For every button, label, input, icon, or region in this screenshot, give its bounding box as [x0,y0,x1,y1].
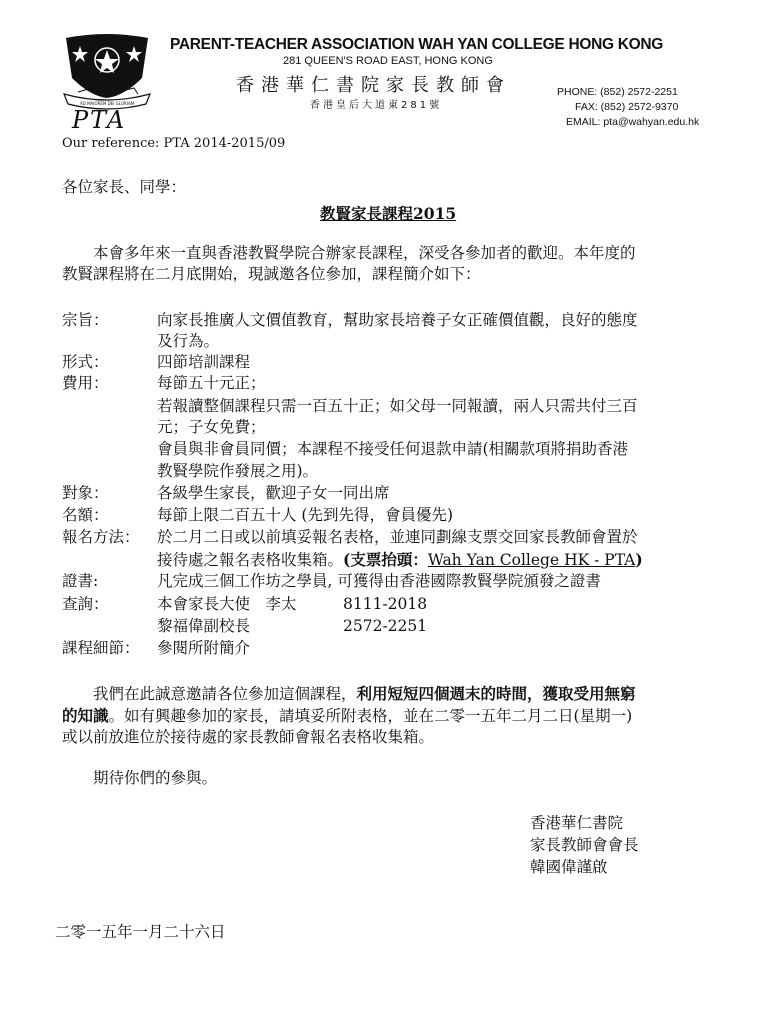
logo-pta-text: PTA [72,106,127,134]
invite-line-1a: 我們在此誠意邀請各位參加這個課程， [93,685,357,703]
enquiry-label: 查詢： [62,595,109,613]
fax: FAX: (852) 2572-9370 [575,101,679,113]
enroll-text-2a: 接待處之報名表格收集箱。 [157,551,344,569]
quota-label: 名額： [62,506,109,524]
enquiry-phone-1: 8111-2018 [343,595,428,613]
enquiry-contact-1: 本會家長大使 李太 [157,595,297,613]
intro-line-2: 教賢課程將在二月底開始，現誠邀各位參加，課程簡介如下： [62,265,481,283]
course-label: 課程細節： [62,639,140,657]
fee-text-5: 教賢學院作發展之用)。 [157,462,319,480]
phone: PHONE: (852) 2572-2251 [557,86,678,98]
target-text: 各級學生家長，歡迎子女一同出席 [157,484,390,502]
purpose-label: 宗旨： [62,311,109,329]
cheque-payee: Wah Yan College HK - PTA [427,551,636,569]
fee-text-4: 會員與非會員同價；本課程不接受任何退款申請(相關款項將捐助香港 [157,440,629,458]
invite-line-2a: 的知識 [62,706,109,725]
purpose-text: 向家長推廣人文價值教育，幫助家長培養子女正確價值觀，良好的態度 [157,311,638,329]
enquiry-phone-2: 2572-2251 [343,617,428,635]
signature-school: 香港華仁書院 [530,814,624,832]
invite-line-3: 或以前放進位於接待處的家長教師會報名表格收集箱。 [62,728,435,746]
invite-line-2b: 。如有興趣參加的家長，請填妥所附表格，並在二零一五年二月二日(星期一) [108,707,633,725]
quota-text: 每節上限二百五十人 (先到先得，會員優先) [157,506,454,524]
invite-line-2 [62,705,632,727]
enquiry-contact-2: 黎福偉副校長 [157,617,251,635]
fee-text-1: 每節五十元正； [157,374,266,392]
org-name-en: PARENT-TEACHER ASSOCIATION WAH YAN COLLEGE HONG KONG [170,36,664,53]
invite-line-1b: 利用短短四個週末的時間，獲取受用無窮 [356,684,636,703]
cheque-payee-close: ) [635,550,643,569]
fee-text-2: 若報讀整個課程只需一百五十正；如父母一同報讀，兩人只需共付三百 [157,397,638,415]
reference: Our reference: PTA 2014-2015/09 [62,136,286,151]
cert-text: 凡完成三個工作坊之學員, 可獲得由香港國際教賢學院頒發之證書 [157,572,601,590]
logo-scroll-text: AD MAIOREM DEI GLORIAM [80,101,135,106]
enroll-text-2 [157,549,643,571]
letter-date: 二零一五年一月二十六日 [55,923,226,941]
salutation: 各位家長、同學： [62,178,187,196]
pta-logo [62,32,152,134]
cheque-payee-label: (支票抬頭： [343,550,428,569]
course-text: 參閱所附簡介 [157,639,251,657]
format-text: 四節培訓課程 [157,353,251,371]
enroll-text-1: 於二月二日或以前填妥報名表格，並連同劃線支票交回家長教師會置於 [157,528,638,546]
fee-text-3: 元；子女免費； [157,418,266,436]
format-label: 形式： [62,353,109,371]
email: EMAIL: pta@wahyan.edu.hk [566,116,700,128]
signature-name: 韓國偉謹啟 [530,858,608,876]
address-zh: 香港皇后大道東281號 [310,100,443,111]
address-en: 281 QUEEN'S ROAD EAST, HONG KONG [283,55,493,67]
intro-line-1: 本會多年來一直與香港教賢學院合辦家長課程，深受各參加者的歡迎。本年度的 [93,244,636,262]
document-title: 教賢家長課程2015 [320,204,457,223]
invite-line-1 [93,683,636,705]
org-name-zh: 香港華仁書院家長教師會 [236,75,511,96]
fee-label: 費用： [62,374,109,392]
target-label: 對象： [62,484,109,502]
cert-label: 證書: [62,572,99,590]
enroll-label: 報名方法： [62,528,140,546]
purpose-text-cont: 及行為。 [157,332,220,350]
closing: 期待你們的參與。 [93,769,218,787]
signature-role: 家長教師會會長 [530,836,639,854]
